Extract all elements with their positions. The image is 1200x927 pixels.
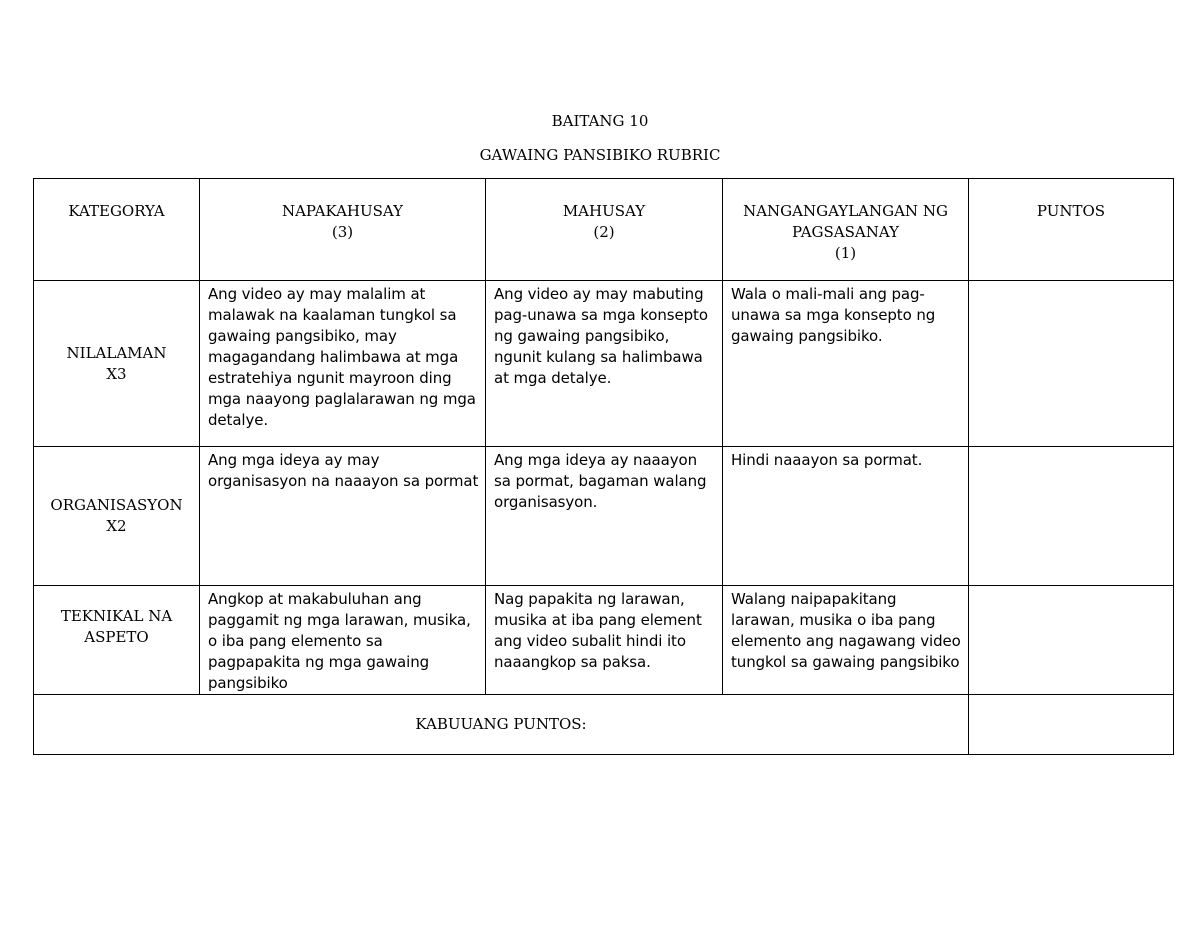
header-row: [34, 179, 1174, 281]
table-row: [34, 586, 1174, 695]
rubric-title: GAWAING PANSIBIKO RUBRIC: [479, 146, 721, 164]
nangangailangan-cell: Hindi naaayon sa pormat.: [723, 447, 969, 586]
napakahusay-cell: Ang video ay may malalim at malawak na kaalaman tungkol sa gawaing pangsibiko, may magagandang halimbawa at mga estratehiya ngunit mayroon ding mga naayong paglalarawan ng mga detalye.: [200, 281, 486, 447]
header-kategorya: KATEGORYA: [34, 179, 200, 281]
total-row: [34, 695, 1174, 755]
nangangailangan-cell: Walang naipapakitang larawan, musika o iba pang elemento ang nagawang video tungkol sa gawaing pangsibiko: [723, 586, 969, 695]
mahusay-cell: Ang video ay may mabuting pag-unawa sa mga konsepto ng gawaing pangsibiko, ngunit kulang sa halimbawa at mga detalye.: [486, 281, 723, 447]
category-cell: ORGANISASYON X2: [34, 447, 200, 586]
header-puntos: PUNTOS: [969, 179, 1174, 281]
napakahusay-cell: Angkop at makabuluhan ang paggamit ng mga larawan, musika, o iba pang elemento sa pagpapakita ng mga gawaing pangsibiko: [200, 586, 486, 695]
nangangailangan-cell: Wala o mali-mali ang pag-unawa sa mga konsepto ng gawaing pangsibiko.: [723, 281, 969, 447]
table-row: [34, 447, 1174, 586]
table-row: [34, 281, 1174, 447]
puntos-cell[interactable]: [969, 281, 1174, 447]
mahusay-cell: Ang mga ideya ay naaayon sa pormat, bagaman walang organisasyon.: [486, 447, 723, 586]
total-label: KABUUANG PUNTOS:: [34, 695, 969, 755]
rubric-table: [33, 178, 1174, 755]
category-cell: TEKNIKAL NA ASPETO: [34, 586, 200, 695]
total-value-cell[interactable]: [969, 695, 1174, 755]
napakahusay-cell: Ang mga ideya ay may organisasyon na naaayon sa pormat: [200, 447, 486, 586]
grade-title: BAITANG 10: [551, 112, 649, 130]
puntos-cell[interactable]: [969, 586, 1174, 695]
header-nangangailangan: NANGANGAYLANGAN NG PAGSASANAY (1): [723, 179, 969, 281]
puntos-cell[interactable]: [969, 447, 1174, 586]
mahusay-cell: Nag papakita ng larawan, musika at iba pang element ang video subalit hindi ito naaangkop sa paksa.: [486, 586, 723, 695]
header-napakahusay: NAPAKAHUSAY (3): [200, 179, 486, 281]
category-cell: NILALAMAN X3: [34, 281, 200, 447]
header-mahusay: MAHUSAY (2): [486, 179, 723, 281]
